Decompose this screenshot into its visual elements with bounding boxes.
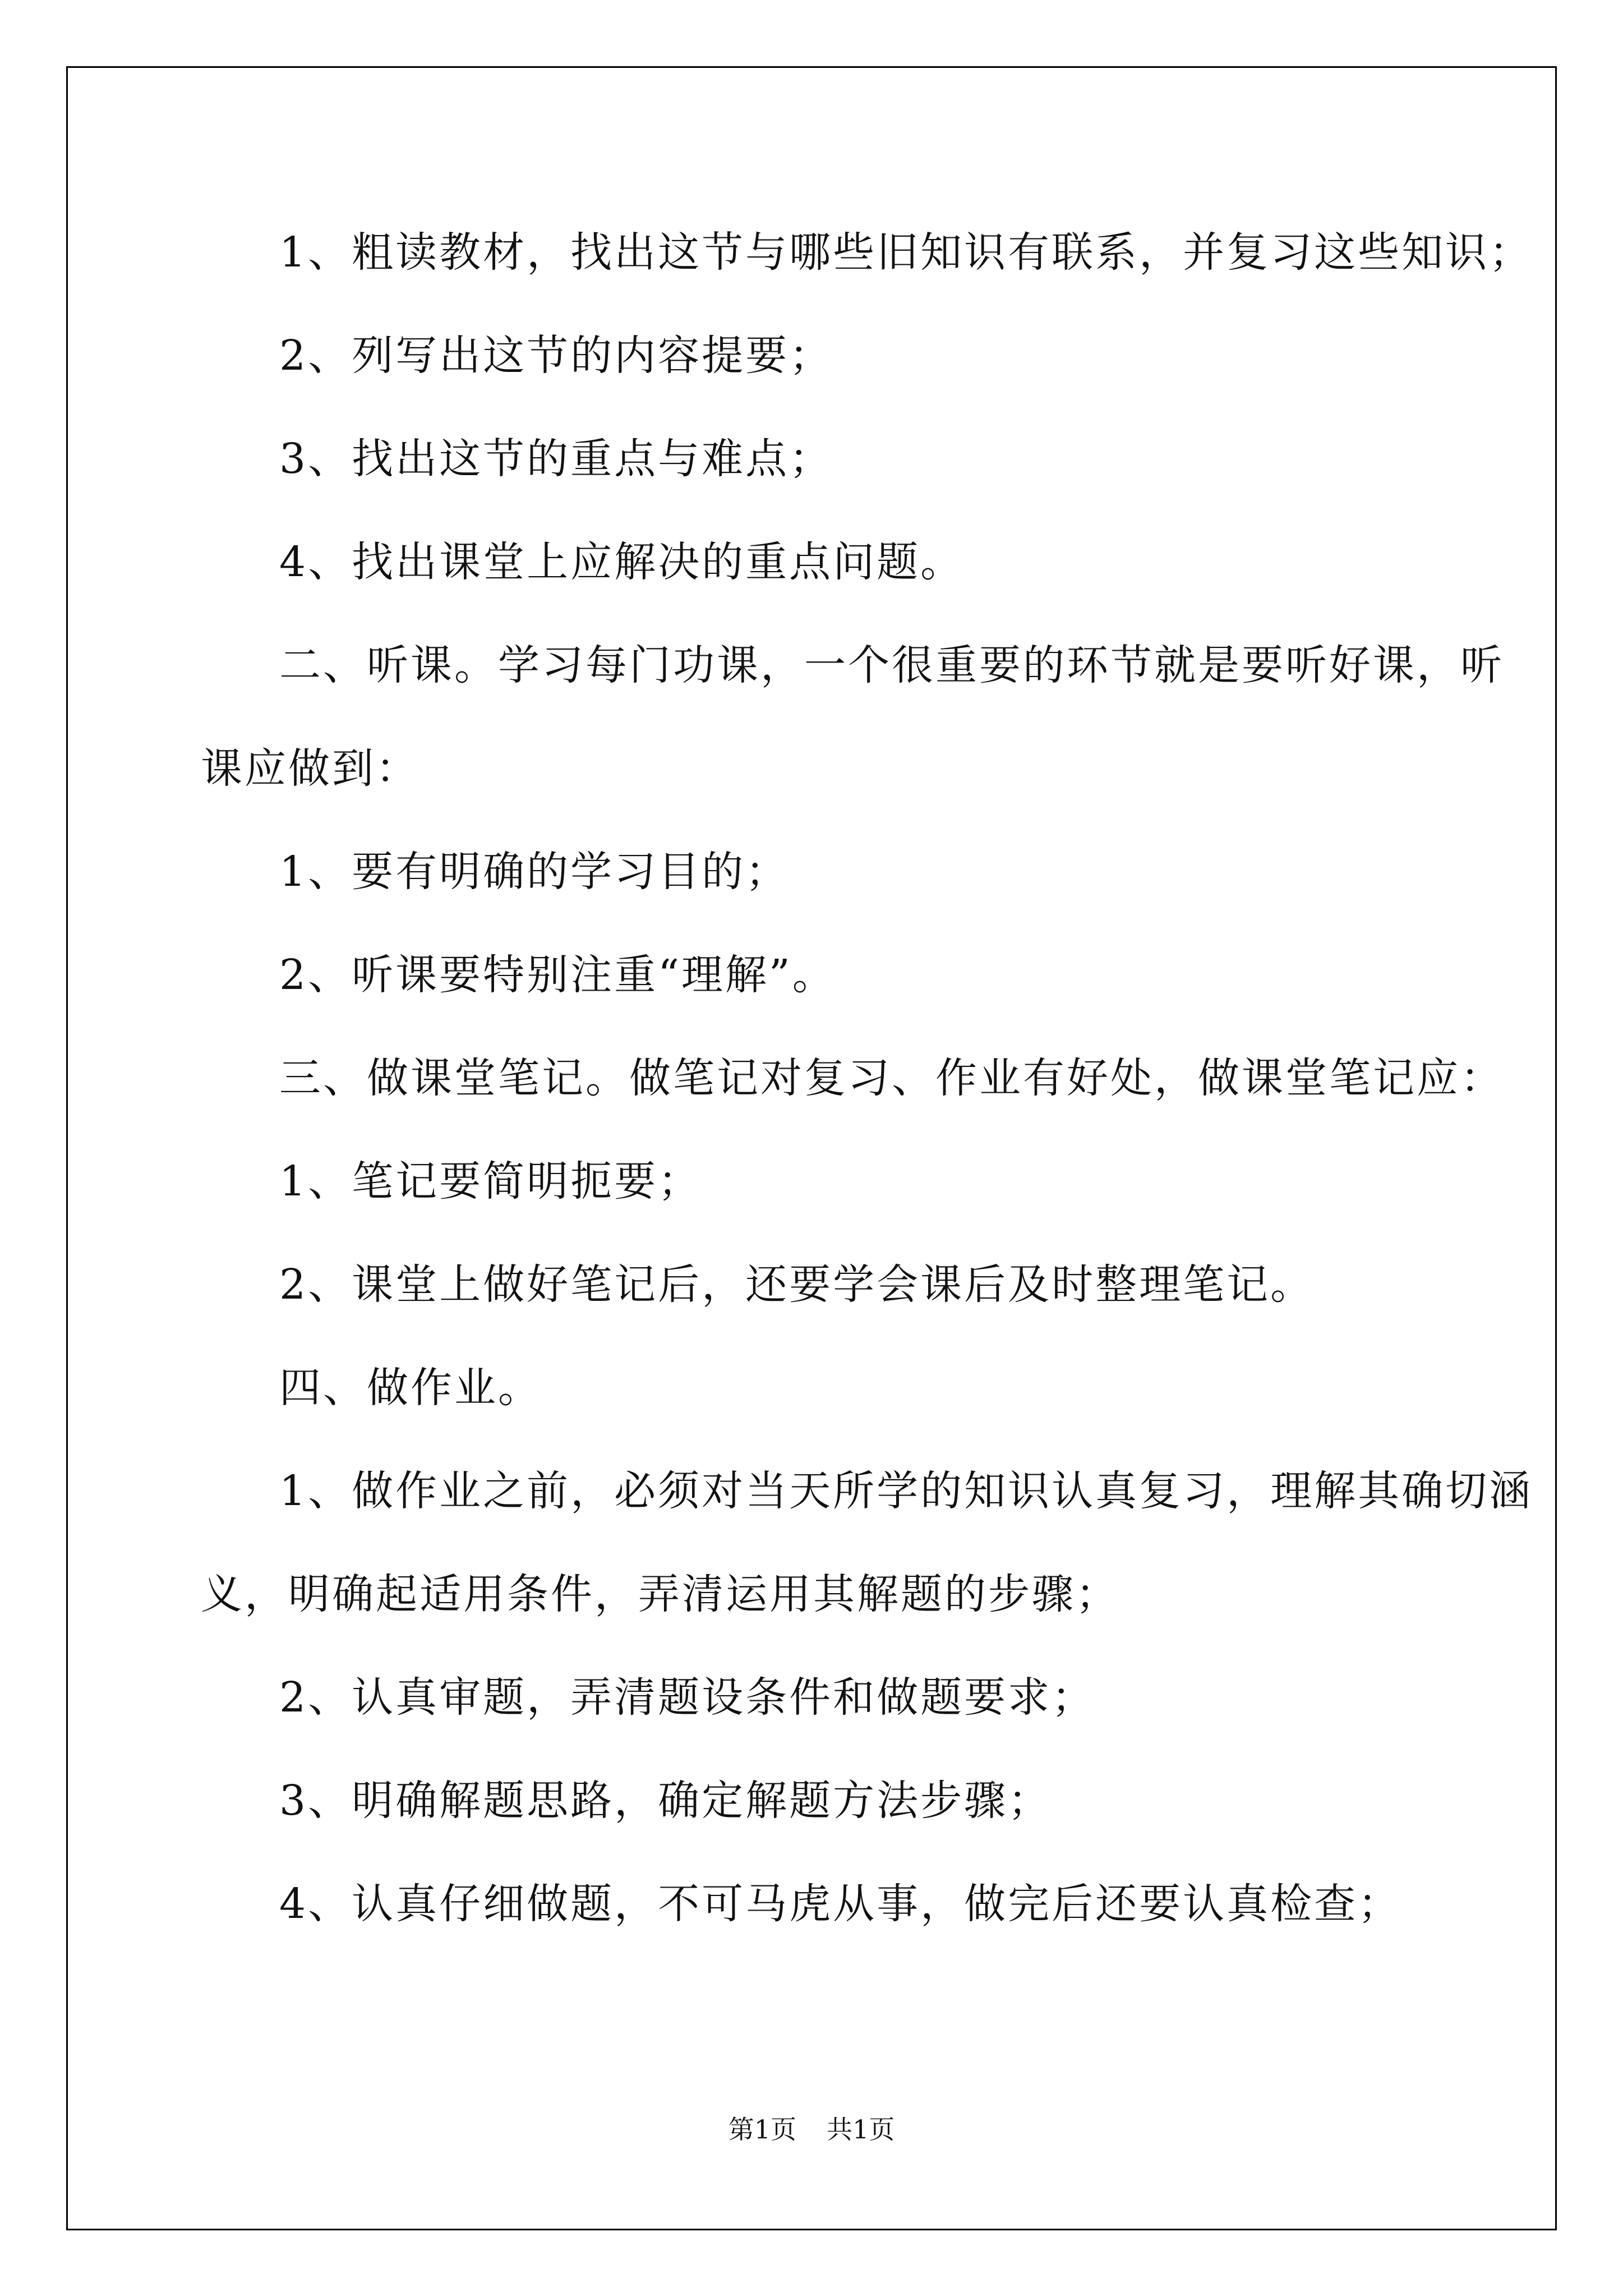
paragraph: 课应做到： — [201, 744, 419, 793]
paragraph: 3、明确解题思路，确定解题方法步骤； — [279, 1777, 1052, 1825]
paragraph: 2、听课要特别注重“理解”。 — [279, 951, 836, 999]
page-footer — [0, 2109, 1623, 2146]
paragraph: 4、认真仔细做题，不可马虎从事，做完后还要认真检查； — [279, 1880, 1402, 1928]
document-body — [201, 201, 1533, 1955]
paragraph: 二、听课。学习每门功课，一个很重要的环节就是要听好课，听 — [279, 641, 1504, 689]
paragraph: 1、做作业之前，必须对当天所学的知识认真复习，理解其确切涵 — [279, 1467, 1533, 1515]
paragraph: 4、找出课堂上应解决的重点问题。 — [279, 538, 965, 586]
paragraph: 义，明确起适用条件，弄清运用其解题的步骤； — [201, 1570, 1119, 1618]
paragraph: 2、认真审题，弄清题设条件和做题要求； — [279, 1673, 1096, 1722]
paragraph: 1、粗读教材，找出这节与哪些旧知识有联系，并复习这些知识； — [279, 228, 1533, 277]
paragraph: 1、要有明确的学习目的； — [279, 848, 790, 896]
paragraph: 四、做作业。 — [279, 1364, 542, 1412]
paragraph: 2、列写出这节的内容提要； — [279, 332, 833, 380]
page-number-current: 第1页 — [728, 2114, 796, 2145]
paragraph: 1、笔记要简明扼要； — [279, 1157, 702, 1205]
paragraph: 2、课堂上做好笔记后，还要学会课后及时整理笔记。 — [279, 1260, 1315, 1309]
paragraph: 3、找出这节的重点与难点； — [279, 435, 833, 483]
page-number-total: 共1页 — [827, 2114, 895, 2145]
paragraph: 三、做课堂笔记。做笔记对复习、作业有好处，做课堂笔记应： — [279, 1054, 1504, 1102]
